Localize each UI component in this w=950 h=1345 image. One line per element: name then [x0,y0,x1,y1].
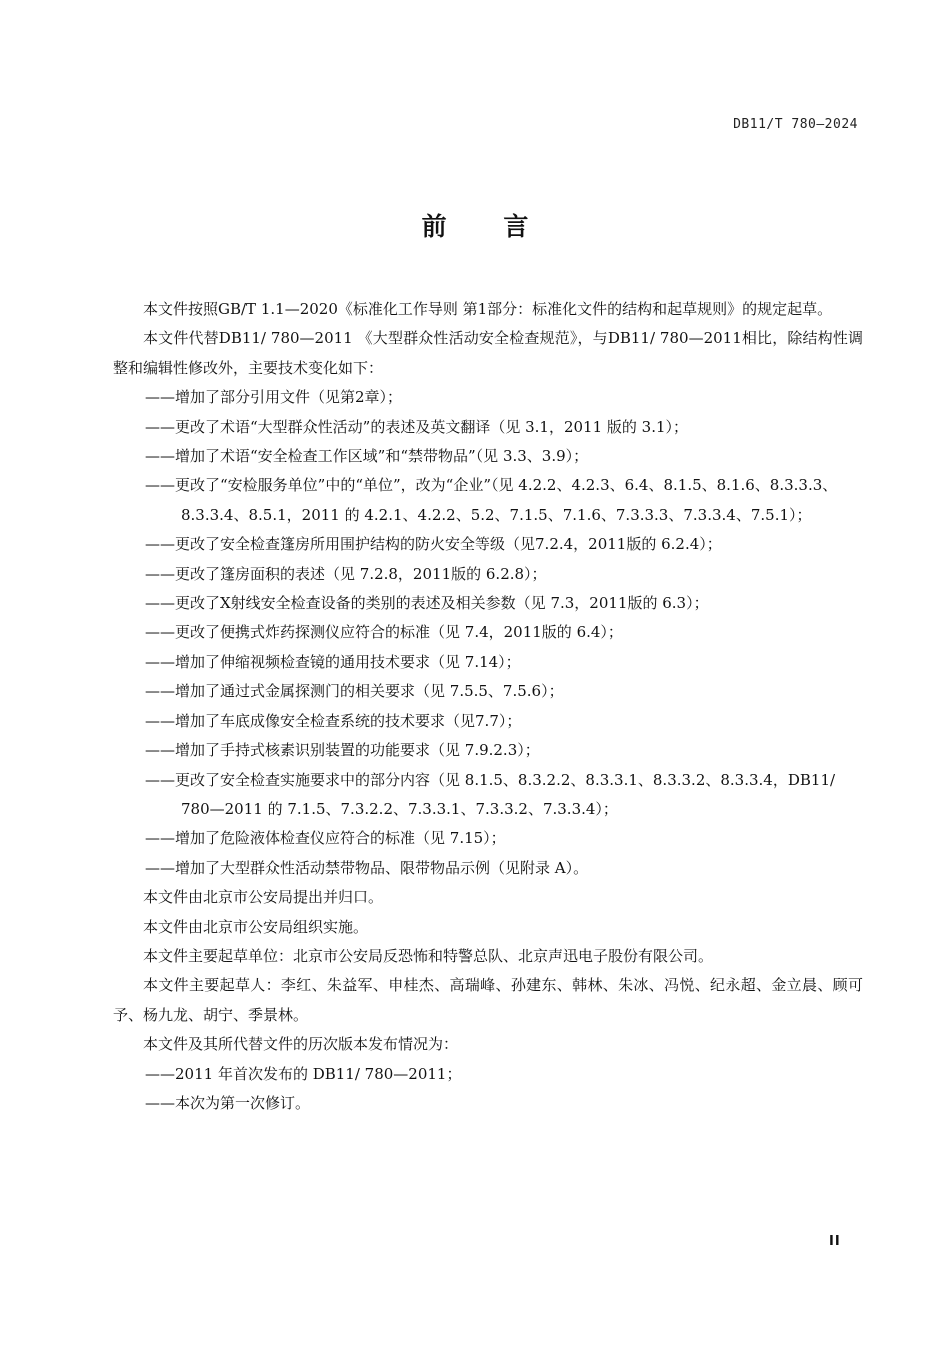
page-number: II [829,1234,841,1249]
paragraph-proposer: 本文件由北京市公安局提出并归口。 [143,888,384,907]
list-item: ——增加了术语“安全检查工作区域”和“禁带物品”（见 3.3、3.9）； [145,447,589,466]
section-title-foreword: 前 言 [421,212,553,241]
list-item: ——增加了车底成像安全检查系统的技术要求（见7.7）； [145,711,522,730]
list-item: ——更改了“安检服务单位”中的“单位”，改为“企业”（见 4.2.2、4.2.3、6.4、8.1.5、8.1.6、8.3.3.3、8.3.3.4、8.5.1，2011 的 4.2.1、4.2.2、5.2、7.1.5、7.1.6、7.3.3.3、7.3.3.4、7.5.1）； [145,476,838,524]
list-item: ——增加了伸缩视频检查镜的通用技术要求（见 7.14）； [145,652,521,671]
list-item: ——增加了危险液体检查仪应符合的标准（见 7.15）； [145,829,506,848]
list-item: ——更改了安全检查篷房所用围护结构的防火安全等级（见7.2.4，2011版的 6.2.4）； [145,535,722,554]
list-item: ——增加了通过式金属探测门的相关要求（见 7.5.5、7.5.6）； [145,682,564,701]
document-code: DB11/T 780—2024 [733,117,858,132]
list-item: ——更改了篷房面积的表述（见 7.2.8，2011版的 6.2.8）； [145,564,547,583]
list-item: ——更改了术语“大型群众性活动”的表述及英文翻译（见 3.1，2011 版的 3.1）； [145,417,689,436]
list-item: ——本次为第一次修订。 [145,1093,311,1112]
paragraph-drafters: 本文件主要起草人：李红、朱益军、申桂杰、高瑞峰、孙建东、韩林、朱冰、冯悦、纪永超、金立晨、顾可予、杨九龙、胡宁、季景林。 [113,976,863,1024]
list-item: ——更改了X射线安全检查设备的类别的表述及相关参数（见 7.3，2011版的 6.3）； [145,594,709,613]
list-item: ——2011 年首次发布的 DB11/ 780—2011； [145,1064,462,1083]
list-item: ——更改了安全检查实施要求中的部分内容（见 8.1.5、8.3.2.2、8.3.3.1、8.3.3.2、8.3.3.4，DB11/ 780—2011 的 7.1.5、7.3.2.2、7.3.3.1、7.3.3.2、7.3.3.4）； [145,770,836,818]
history-list [113,1060,863,1119]
changes-list [113,383,863,883]
paragraph-implementer: 本文件由北京市公安局组织实施。 [143,917,369,936]
paragraph-version-history: 本文件及其所代替文件的历次版本发布情况为： [143,1035,459,1054]
list-item: ——增加了手持式核素识别装置的功能要求（见 7.9.2.3）； [145,741,540,760]
paragraph-drafting-units: 本文件主要起草单位：北京市公安局反恐怖和特警总队、北京声迅电子股份有限公司。 [143,946,714,965]
list-item: ——更改了便携式炸药探测仪应符合的标准（见 7.4，2011版的 6.4）； [145,623,623,642]
list-item: ——增加了部分引用文件（见第2章）； [145,388,403,407]
foreword-body [113,295,863,1118]
paragraph-replacement: 本文件代替DB11/ 780—2011 《大型群众性活动安全检查规范》，与DB11/ 780—2011相比，除结构性调整和编辑性修改外，主要技术变化如下： [113,329,863,377]
list-item: ——增加了大型群众性活动禁带物品、限带物品示例（见附录 A）。 [145,858,589,877]
paragraph-drafting-rules: 本文件按照GB/T 1.1—2020《标准化工作导则 第1部分：标准化文件的结构和起草规则》的规定起草。 [143,300,833,318]
